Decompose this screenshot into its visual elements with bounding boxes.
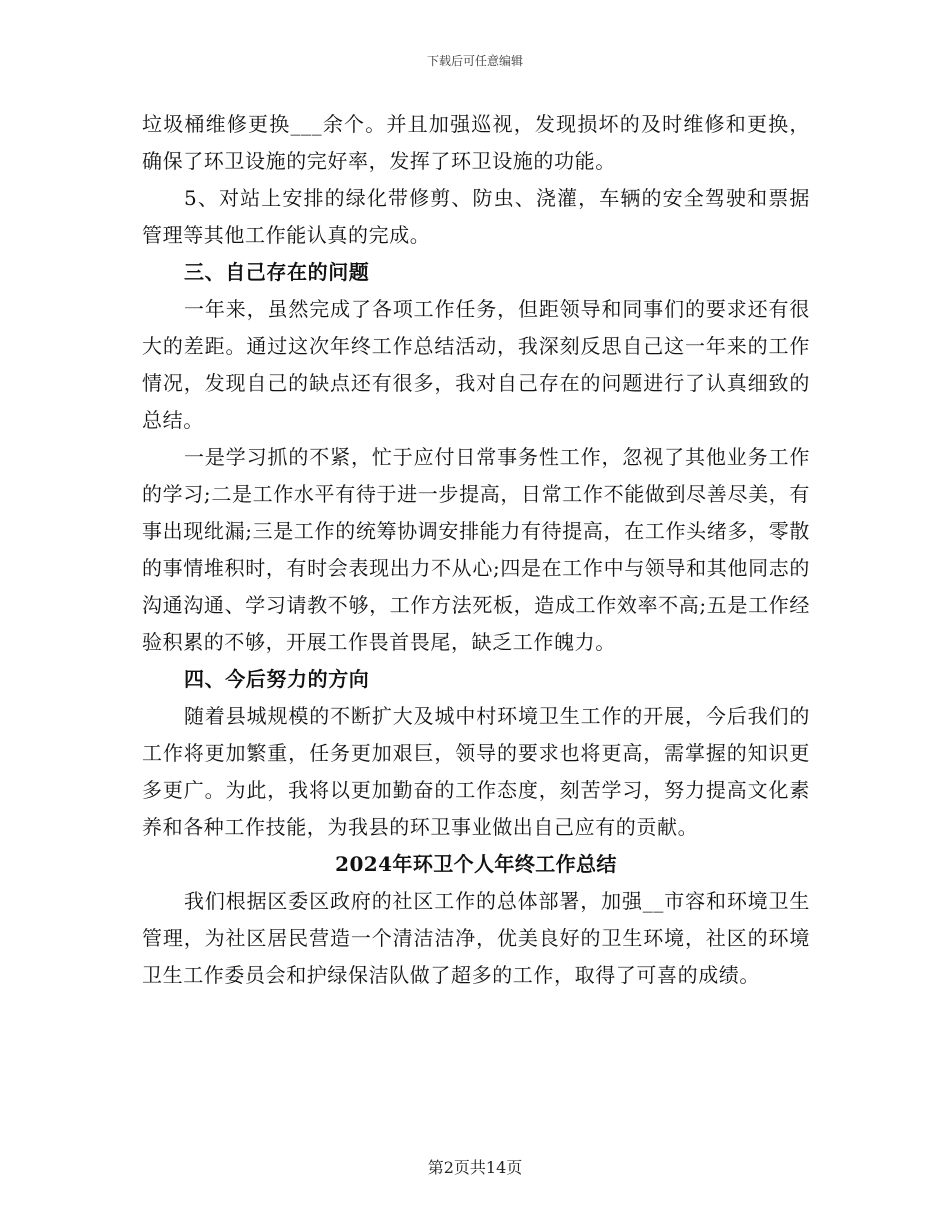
paragraph-community-work: 我们根据区委区政府的社区工作的总体部署，加强__市容和环境卫生管理，为社区居民营造一个清洁洁净，优美良好的卫生环境，社区的环境卫生工作委员会和护绿保洁队做了超多的工作，取得了可喜的成绩。 [142, 889, 810, 987]
section-heading-direction: 四、今后努力的方向 [184, 667, 370, 691]
page-header: 下载后可任意编辑 [426, 54, 523, 68]
document-title: 2024年环卫个人年终工作总结 [335, 852, 617, 876]
paragraph-other-work: 5、对站上安排的绿化带修剪、防虫、浇灌，车辆的安全驾驶和票据管理等其他工作能认真的完成。 [142, 186, 810, 247]
paragraph-problems-intro: 一年来，虽然完成了各项工作任务，但距领导和同事们的要求还有很大的差距。通过这次年终工作总结活动，我深刻反思自己这一年来的工作情况，发现自己的缺点还有很多，我对自己存在的问题进行了认真细致的总结。 [142, 297, 810, 432]
paragraph-facility-maintenance: 垃圾桶维修更换___余个。并且加强巡视，发现损坏的及时维修和更换，确保了环卫设施的完好率，发挥了环卫设施的功能。 [142, 112, 810, 173]
section-heading-problems: 三、自己存在的问题 [184, 260, 370, 284]
document-body [142, 106, 810, 994]
paragraph-future-direction: 随着县城规模的不断扩大及城中村环境卫生工作的开展，今后我们的工作将更加繁重，任务更加艰巨，领导的要求也将更高，需掌握的知识更多更广。为此，我将以更加勤奋的工作态度，刻苦学习，努力提高文化素养和各种工作技能，为我县的环卫事业做出自己应有的贡献。 [142, 704, 810, 839]
page-footer: 第2页共14页 [427, 1158, 523, 1177]
paragraph-problems-list: 一是学习抓的不紧，忙于应付日常事务性工作，忽视了其他业务工作的学习;二是工作水平有待于进一步提高，日常工作不能做到尽善尽美，有事出现纰漏;三是工作的统筹协调安排能力有待提高，在工作头绪多，零散的事情堆积时，有时会表现出力不从心;四是在工作中与领导和其他同志的沟通沟通、学习请教不够，工作方法死板，造成工作效率不高;五是工作经验积累的不够，开展工作畏首畏尾，缺乏工作魄力。 [142, 445, 810, 654]
